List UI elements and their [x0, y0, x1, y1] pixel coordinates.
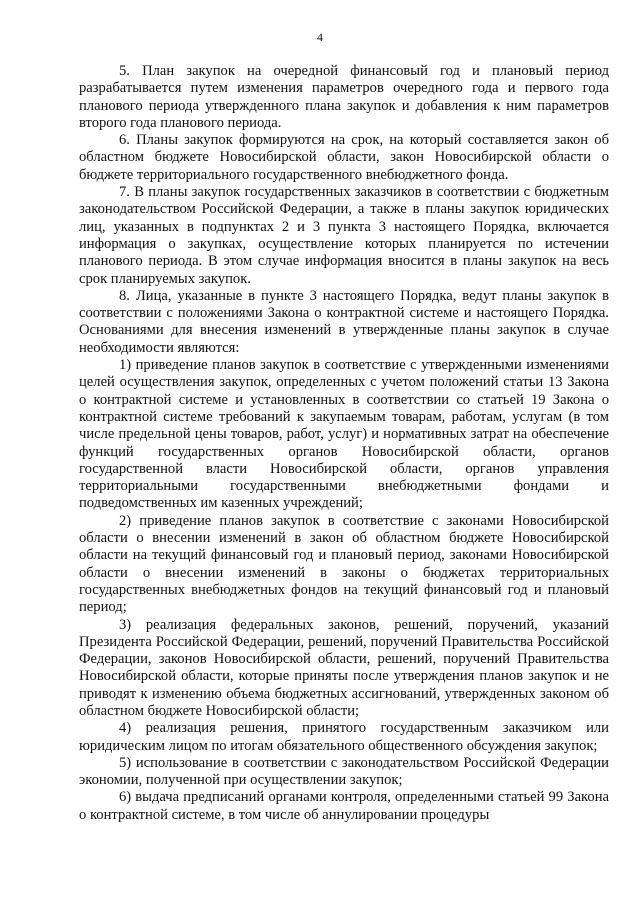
subparagraph-5: 5) использование в соответствии с законодательством Российской Федерации экономии, полученной при осуществлении закупок;: [79, 754, 609, 789]
paragraph-item-6: 6. Планы закупок формируются на срок, на который составляется закон об областном бюджете Новосибирской области, закон Новосибирской области о бюджете территориального государственного внебюджетного фонда.: [79, 132, 609, 183]
paragraph-item-5: 5. План закупок на очередной финансовый год и плановый период разрабатывается путем изменения параметров очередного года и первого года планового периода утвержденного плана закупок и добавления к ним параметров второго года планового периода.: [79, 63, 609, 131]
subparagraph-6: 6) выдача предписаний органами контроля, определенными статьей 99 Закона о контрактной системе, в том числе об аннулировании процедуры: [79, 789, 609, 823]
subparagraph-2: 2) приведение планов закупок в соответствие с законами Новосибирской области о внесении изменений в закон об областном бюджете Новосибирской области на текущий финансовый год и плановый период, законами Новосибирской области о внесении изменений в законы о бюджетах территориальных государственных внебюджетных фондов на текущий финансовый год и плановый период;: [79, 512, 609, 616]
page-number: 4: [317, 30, 323, 44]
subparagraph-4: 4) реализация решения, принятого государственным заказчиком или юридическим лицом по итогам обязательного общественного обсуждения закупок;: [79, 720, 609, 754]
paragraph-item-8: 8. Лица, указанные в пункте 3 настоящего Порядка, ведут планы закупок в соответствии с положениями Закона о контрактной системе и настоящего Порядка. Основаниями для внесения изменений в утвержденные планы закупок в случае необходимости являются:: [79, 287, 609, 356]
subparagraph-3: 3) реализация федеральных законов, решений, поручений, указаний Президента Российской Федерации, решений, поручений Правительства Российской Федерации, законов Новосибирской области, решений, поручений Правительства Новосибирской области, которые приняты после утверждения планов закупок и не приводят к изменению объема бюджетных ассигнований, утвержденных законом об областном бюджете Новосибирской области;: [79, 616, 609, 719]
subparagraph-1: 1) приведение планов закупок в соответствие с утвержденными изменениями целей осуществления закупок, определенных с учетом положений статьи 13 Закона о контрактной системе и установленных в соответствии со статьей 19 Закона о контрактной системе требований к закупаемым товарам, работам, услугам (в том числе предельной цены товаров, работ, услуг) и нормативных затрат на обеспечение функций государственных органов Новосибирской области, органов государственной власти Новосибирской области, органов управления территориальными государственными внебюджетными фондами и подведомственных им казенных учреждений;: [79, 357, 609, 512]
paragraph-item-7: 7. В планы закупок государственных заказчиков в соответствии с бюджетным законодательством Российской Федерации, а также в планы закупок юридических лиц, указанных в подпунктах 2 и 3 пункта 3 настоящего Порядка, включается информация о закупках, осуществление которых планируется по истечении планового периода. В этом случае информация вносится в планы закупок на весь срок планируемых закупок.: [79, 184, 609, 287]
document-body: [79, 63, 609, 824]
